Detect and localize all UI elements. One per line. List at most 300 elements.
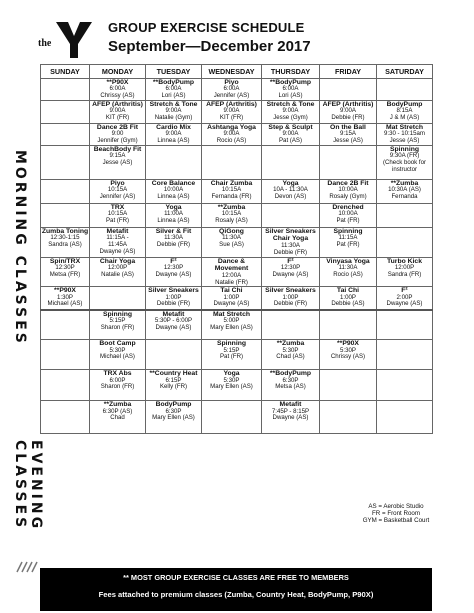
class-detail: 9:30 - 10:15am	[384, 130, 425, 138]
class-detail: 9:00A	[165, 107, 182, 115]
schedule-row	[41, 124, 433, 146]
class-detail: 1:30P	[57, 293, 73, 301]
class-cell	[377, 124, 433, 146]
empty-cell	[320, 401, 377, 434]
class-name: Silver Sneakers	[265, 287, 316, 295]
class-detail: 11:30A	[338, 264, 358, 272]
class-detail: Sue (AS)	[219, 241, 244, 249]
class-cell	[377, 287, 433, 310]
day-header: SATURDAY	[377, 65, 433, 79]
class-detail: Jennifer (Gym)	[97, 137, 138, 145]
class-name: Silver Sneakers Chair Yoga	[265, 228, 316, 243]
class-cell	[90, 401, 146, 434]
class-detail: 6:30P	[165, 407, 182, 415]
class-detail: 11:30A	[164, 234, 183, 242]
class-detail: 1:00P	[223, 293, 240, 301]
class-name: Step & Sculpt	[268, 124, 313, 131]
class-detail: 6:00A	[165, 85, 182, 93]
empty-cell	[377, 370, 433, 401]
empty-cell	[202, 401, 262, 434]
class-detail: 11:30A	[281, 241, 300, 249]
class-detail: 12:00A	[221, 271, 242, 279]
class-name: Silver Sneakers	[148, 287, 199, 295]
class-cell	[262, 79, 320, 101]
class-detail: Rocio (AS)	[333, 271, 363, 279]
class-detail: 6:00A	[223, 85, 240, 93]
day-header: THURSDAY	[262, 65, 320, 79]
class-name: Zumba Toning	[41, 228, 89, 235]
class-cell	[90, 310, 146, 340]
schedule-row	[41, 146, 433, 180]
class-cell	[262, 370, 320, 401]
page-title: GROUP EXERCISE SCHEDULE	[108, 20, 305, 35]
empty-cell	[377, 310, 433, 340]
class-name: Mat Stretch	[385, 124, 423, 131]
empty-cell	[41, 124, 90, 146]
class-detail: Sandra (AS)	[48, 241, 82, 249]
class-name: Stretch & Tone	[149, 101, 198, 108]
day-header: TUESDAY	[146, 65, 202, 79]
class-name: Drenched	[332, 204, 364, 211]
class-detail: Chrissy (AS)	[100, 92, 135, 100]
class-name: Spin/TRX	[49, 258, 81, 265]
footer-decoration-icon	[16, 560, 38, 574]
class-name: **BodyPump	[269, 79, 312, 86]
class-detail: 11:00A	[164, 210, 183, 218]
class-cell	[41, 228, 90, 258]
class-detail: Jesse (Gym)	[273, 114, 308, 122]
class-cell	[146, 101, 202, 124]
empty-cell	[320, 370, 377, 401]
class-name: Mat Stretch	[212, 310, 250, 318]
class-name: TRX	[110, 204, 125, 211]
class-detail: 11:15A -	[106, 234, 129, 242]
class-detail: 5:30P - 6:00P	[154, 317, 193, 325]
class-name: **Zumba	[390, 180, 419, 187]
evening-section-label: EVENING CLASSES	[12, 440, 44, 532]
class-name: Metafit	[106, 228, 129, 235]
class-cell	[90, 124, 146, 146]
class-name: AFEP (Arthritis)	[206, 101, 257, 108]
class-detail: 9:15A	[340, 130, 356, 138]
class-cell	[202, 370, 262, 401]
class-name: Vinyasa Yoga	[326, 258, 370, 265]
class-name: **Zumba	[103, 401, 132, 409]
schedule-row	[41, 401, 433, 434]
empty-cell	[320, 310, 377, 340]
class-detail: 9:00A	[282, 130, 299, 138]
day-header-row	[41, 65, 433, 79]
class-detail: Dwayne (AS)	[272, 271, 309, 279]
empty-cell	[262, 310, 320, 340]
empty-cell	[41, 370, 90, 401]
ymca-logo	[38, 20, 94, 60]
class-detail: 5:00P	[223, 317, 240, 325]
class-name: QiGong	[219, 228, 244, 235]
day-header: SUNDAY	[41, 65, 90, 79]
class-name: Tai Chi	[336, 287, 360, 295]
class-cell	[202, 287, 262, 310]
class-detail: Natalie (AS)	[101, 271, 134, 279]
class-detail: 10:30A (AS)	[388, 186, 421, 194]
class-name: F²	[287, 258, 294, 265]
class-cell	[202, 258, 262, 287]
class-detail: 9:00A	[282, 107, 299, 115]
class-detail: 5:30P	[282, 346, 299, 354]
class-detail: 10:00A	[163, 186, 184, 194]
class-cell	[146, 310, 202, 340]
footer-note: ** MOST GROUP EXERCISE CLASSES ARE FREE TO MEMBERS	[123, 573, 349, 582]
class-cell	[146, 204, 202, 228]
empty-cell	[90, 287, 146, 310]
class-detail: Pat (FR)	[219, 353, 244, 361]
empty-cell	[146, 340, 202, 370]
empty-cell	[262, 204, 320, 228]
class-cell	[320, 101, 377, 124]
class-detail: Pat (FR)	[336, 241, 360, 249]
class-detail: Fernanda	[391, 193, 418, 201]
class-detail: Debbie (FR)	[273, 248, 308, 256]
class-detail: 12:30P	[280, 264, 301, 272]
class-detail: Mary Ellen (AS)	[210, 323, 253, 331]
class-cell	[146, 370, 202, 401]
class-detail: 1:00P	[340, 293, 356, 301]
class-detail: 10:15A	[107, 186, 128, 194]
schedule-row	[41, 101, 433, 124]
class-detail: Debbie (FR)	[156, 241, 191, 249]
schedule-row	[41, 287, 433, 310]
class-cell	[202, 124, 262, 146]
class-detail: Debbie (FR)	[331, 114, 365, 122]
legend-item: GYM = Basketball Court	[362, 517, 430, 525]
class-name: Core Balance	[151, 180, 196, 187]
class-cell	[377, 146, 433, 180]
class-name: **Zumba	[276, 340, 305, 348]
schedule-table	[40, 64, 433, 434]
class-name: Spinning	[216, 340, 247, 348]
empty-cell	[377, 204, 433, 228]
class-cell	[202, 228, 262, 258]
class-cell	[202, 79, 262, 101]
class-name: Stretch & Tone	[266, 101, 315, 108]
class-detail: Debbie (FR)	[156, 300, 191, 308]
legend-item: AS = Aerobic Studio	[368, 503, 424, 510]
class-cell	[202, 310, 262, 340]
class-detail: Dwayne (AS)	[386, 300, 423, 308]
class-detail: Chad	[110, 414, 125, 422]
class-detail: 10:00A	[338, 210, 358, 218]
class-name: Spinning	[389, 146, 420, 153]
class-name: Dance 2B Fit	[96, 124, 139, 131]
class-cell	[146, 79, 202, 101]
y-logo-icon	[54, 20, 94, 60]
class-cell	[90, 370, 146, 401]
schedule-row	[41, 180, 433, 204]
class-name: On the Ball	[330, 124, 366, 131]
class-cell	[262, 124, 320, 146]
class-cell	[146, 401, 202, 434]
class-cell	[146, 287, 202, 310]
page-subtitle: September—December 2017	[108, 38, 311, 55]
class-detail: Pat (AS)	[278, 137, 303, 145]
class-name: **Country Heat	[149, 370, 198, 378]
class-detail: (Check book for instructor	[382, 159, 426, 173]
day-header: FRIDAY	[320, 65, 377, 79]
class-detail: Rocio (AS)	[216, 137, 247, 145]
class-cell	[320, 287, 377, 310]
empty-cell	[320, 146, 377, 180]
class-detail: 9:00A	[223, 107, 240, 115]
class-cell	[262, 340, 320, 370]
empty-cell	[41, 146, 90, 180]
class-detail: Michael (AS)	[100, 353, 135, 361]
schedule-row	[41, 258, 433, 287]
class-detail: 6:30P	[282, 376, 299, 384]
class-name: **BodyPump	[269, 370, 312, 378]
class-cell	[90, 204, 146, 228]
footer-fees-note: Fees attached to premium classes (Zumba, Country Heat, BodyPump, P90X)	[98, 590, 374, 599]
class-name: F²	[401, 287, 408, 295]
class-name: BodyPump	[386, 101, 423, 108]
class-detail: Metsa (FR)	[49, 271, 81, 279]
class-name: **P90X	[54, 287, 76, 295]
class-detail: Dwayne (AS)	[272, 414, 309, 422]
class-detail: Dwayne (AS)	[213, 300, 250, 308]
class-detail: 10:15A	[221, 210, 242, 218]
class-detail: 11:15A	[338, 234, 358, 242]
class-name: Dance & Movement	[214, 258, 249, 273]
class-detail: Jesse (AS)	[102, 159, 133, 167]
class-detail: 10:15A	[107, 210, 128, 218]
empty-cell	[41, 101, 90, 124]
class-detail: Dwayne (AS)	[99, 247, 136, 255]
class-name: Tai Chi	[220, 287, 243, 295]
class-detail: Kelly (FR)	[159, 383, 188, 391]
class-name: Piyo	[224, 79, 239, 86]
class-detail: 6:00A	[282, 85, 299, 93]
class-name: Yoga	[282, 180, 299, 187]
class-detail: Lori (AS)	[161, 92, 186, 100]
class-detail: Sandra (FR)	[387, 271, 422, 279]
class-cell	[90, 79, 146, 101]
class-name: TRX Abs	[103, 370, 132, 378]
class-detail: Sharon (FR)	[100, 383, 135, 391]
class-name: **P90X	[106, 79, 129, 86]
class-name: Silver & Fit	[155, 228, 192, 235]
class-detail: Jennifer (AS)	[213, 92, 250, 100]
class-detail: 10A - 11:30A	[273, 186, 308, 194]
class-detail: 1:00P	[282, 293, 299, 301]
empty-cell	[377, 401, 433, 434]
class-name: AFEP (Arthritis)	[92, 101, 143, 108]
class-detail: Chrissy (AS)	[330, 353, 366, 361]
class-name: Spinning	[102, 310, 133, 318]
class-detail: Pat (FR)	[105, 217, 130, 225]
class-detail: 9:15A	[109, 152, 126, 160]
class-name: Cardio Mix	[156, 124, 191, 131]
class-name: Metafit	[162, 310, 185, 318]
schedule-row	[41, 340, 433, 370]
class-detail: 2:00P	[396, 293, 413, 301]
schedule-row	[41, 204, 433, 228]
class-name: BodyPump	[155, 401, 192, 409]
class-detail: 9:00	[111, 130, 124, 138]
class-detail: Linnea (AS)	[157, 137, 190, 145]
class-name: Metafit	[279, 401, 302, 409]
empty-cell	[202, 146, 262, 180]
class-name: BeachBody Fit	[93, 146, 142, 153]
class-cell	[90, 146, 146, 180]
class-detail: 10:15A	[221, 186, 242, 194]
class-detail: Lori (AS)	[278, 92, 303, 100]
class-cell	[320, 204, 377, 228]
empty-cell	[41, 310, 90, 340]
class-detail: 9:00A	[340, 107, 356, 115]
class-name: **BodyPump	[152, 79, 195, 86]
class-cell	[320, 340, 377, 370]
class-name: Spinning	[333, 228, 363, 235]
class-detail: Jesse (AS)	[389, 137, 420, 145]
class-detail: 6:00P	[109, 376, 126, 384]
class-detail: J & M (AS)	[389, 114, 420, 122]
empty-cell	[262, 146, 320, 180]
class-detail: 9:00A	[109, 107, 126, 115]
empty-cell	[41, 79, 90, 101]
class-name: Piyo	[110, 180, 125, 187]
empty-cell	[41, 401, 90, 434]
class-detail: 7:45P - 8:15P	[271, 407, 310, 415]
class-cell	[41, 287, 90, 310]
class-detail: 5:15P	[109, 317, 126, 325]
class-cell	[377, 180, 433, 204]
class-cell	[202, 180, 262, 204]
room-legend	[362, 503, 430, 525]
class-detail: Dwayne (AS)	[155, 271, 192, 279]
class-cell	[320, 180, 377, 204]
class-detail: 6:15P	[165, 376, 182, 384]
class-detail: 12:30-1:15	[50, 234, 80, 242]
class-cell	[41, 258, 90, 287]
class-detail: Natalie (Gym)	[154, 114, 193, 122]
class-cell	[320, 124, 377, 146]
class-detail: 11:45A	[108, 241, 127, 249]
empty-cell	[377, 228, 433, 258]
class-detail: Natalie (FR)	[215, 278, 248, 286]
class-cell	[262, 258, 320, 287]
class-cell	[202, 101, 262, 124]
class-cell	[90, 101, 146, 124]
empty-cell	[377, 79, 433, 101]
legend-item: FR = Front Room	[372, 510, 420, 518]
schedule-row	[41, 370, 433, 401]
empty-cell	[41, 204, 90, 228]
class-cell	[262, 287, 320, 310]
class-detail: Fernanda (FR)	[211, 193, 252, 201]
class-cell	[262, 180, 320, 204]
class-detail: Pat (FR)	[336, 217, 360, 225]
class-detail: Mary Ellen (AS)	[152, 414, 195, 422]
class-detail: Jennifer (AS)	[99, 193, 136, 201]
class-detail: KIT (FR)	[219, 114, 244, 122]
day-header: MONDAY	[90, 65, 146, 79]
class-detail: 5:30P	[223, 376, 240, 384]
empty-cell	[41, 340, 90, 370]
class-detail: 11:30A	[222, 234, 241, 242]
class-detail: Devon (AS)	[274, 193, 307, 201]
schedule-row	[41, 228, 433, 258]
class-detail: Rosaly (Gym)	[329, 193, 367, 201]
empty-cell	[41, 180, 90, 204]
class-cell	[90, 228, 146, 258]
class-detail: 5:30P	[340, 346, 356, 354]
class-detail: Mary Ellen (AS)	[210, 383, 253, 391]
morning-section-label: MORNING CLASSES	[12, 150, 28, 346]
class-detail: Rosaly (AS)	[215, 217, 248, 225]
class-detail: Metsa (AS)	[275, 383, 306, 391]
class-name: Boot Camp	[99, 340, 136, 348]
class-detail: Linnea (AS)	[157, 217, 190, 225]
empty-cell	[377, 340, 433, 370]
class-cell	[146, 124, 202, 146]
class-cell	[90, 258, 146, 287]
class-detail: 1:00P	[165, 293, 182, 301]
class-detail: 9:00A	[223, 130, 240, 138]
class-detail: 6:00A	[109, 85, 126, 93]
class-cell	[90, 180, 146, 204]
class-detail: Chad (AS)	[276, 353, 305, 361]
class-detail: Debbie (AS)	[331, 300, 365, 308]
class-name: F²	[170, 258, 177, 265]
class-cell	[262, 228, 320, 258]
class-name: **P90X	[337, 340, 359, 348]
class-cell	[262, 101, 320, 124]
class-detail: Debbie (FR)	[273, 300, 308, 308]
class-cell	[146, 258, 202, 287]
class-cell	[146, 228, 202, 258]
class-cell	[90, 340, 146, 370]
class-detail: 6:30P (AS)	[102, 407, 133, 415]
class-name: Turbo Kick	[387, 258, 422, 265]
class-cell	[202, 204, 262, 228]
class-detail: 8:15A	[396, 107, 413, 115]
class-name: Dance 2B Fit	[327, 180, 369, 187]
class-detail: Jesse (AS)	[333, 137, 363, 145]
class-cell	[262, 401, 320, 434]
class-name: Chair Zumba	[210, 180, 253, 187]
class-cell	[320, 258, 377, 287]
class-detail: KIT (FR)	[105, 114, 130, 122]
class-cell	[320, 228, 377, 258]
class-detail: 12:00P	[107, 264, 128, 272]
schedule-row	[41, 79, 433, 101]
class-detail: Sharon (FR)	[100, 323, 135, 331]
class-cell	[146, 180, 202, 204]
empty-cell	[146, 146, 202, 180]
class-name: **Zumba	[217, 204, 246, 211]
class-cell	[202, 340, 262, 370]
class-name: AFEP (Arthritis)	[322, 101, 374, 108]
class-cell	[377, 258, 433, 287]
class-detail: 12:00P	[394, 264, 415, 272]
class-detail: 9:00A	[165, 130, 182, 138]
class-cell	[377, 101, 433, 124]
empty-cell	[320, 79, 377, 101]
class-name: Yoga	[165, 204, 182, 211]
class-detail: 9:30A (FR)	[389, 152, 420, 160]
class-detail: 12:30P	[163, 264, 184, 272]
class-detail: 12:30P	[55, 264, 75, 272]
schedule-row	[41, 310, 433, 340]
